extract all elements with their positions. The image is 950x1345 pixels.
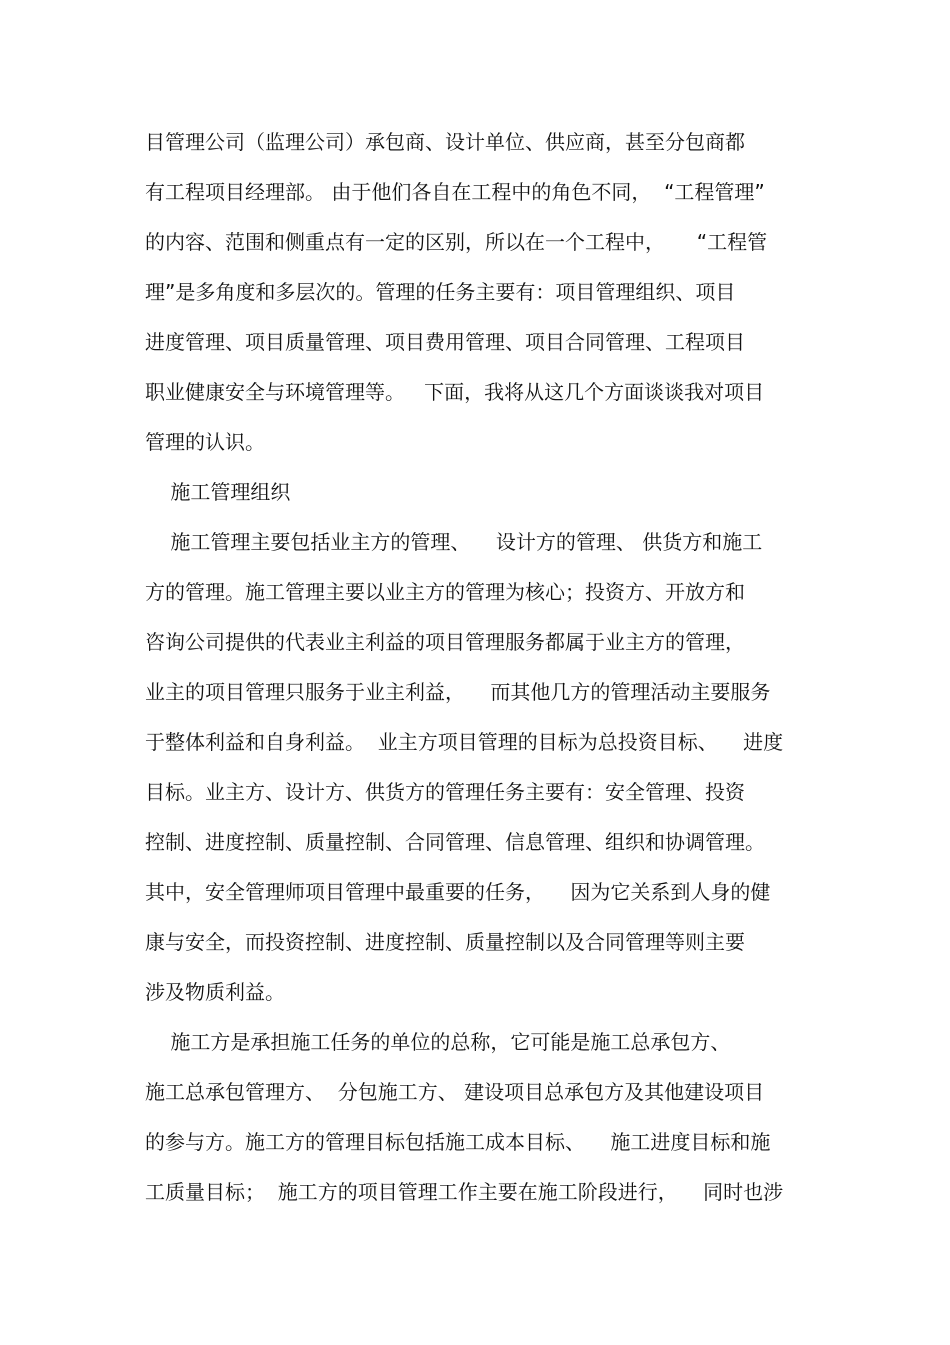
text-line: 于整体利益和自身利益。 业主方项目管理的目标为总投资目标、 进度 xyxy=(145,730,784,754)
text-line: 有工程项目经理部。 由于他们各自在工程中的角色不同， “工程管理” xyxy=(145,180,765,204)
text-line: 方的管理。施工管理主要以业主方的管理为核心；投资方、开放方和 xyxy=(145,580,745,604)
text-line: 咨询公司提供的代表业主利益的项目管理服务都属于业主方的管理， xyxy=(145,630,745,654)
document-body xyxy=(145,127,815,1227)
text-line: 工质量目标； 施工方的项目管理工作主要在施工阶段进行， 同时也涉 xyxy=(145,1180,784,1204)
text-line: 管理的认识。 xyxy=(145,430,265,454)
text-line: 涉及物质利益。 xyxy=(145,980,285,1004)
text-line: 康与安全，而投资控制、进度控制、质量控制以及合同管理等则主要 xyxy=(145,930,745,954)
text-line: 的内容、范围和侧重点有一定的区别，所以在一个工程中， “工程管 xyxy=(145,230,768,254)
text-line: 施工管理主要包括业主方的管理、 设计方的管理、 供货方和施工 xyxy=(145,530,763,554)
text-line: 施工总承包管理方、 分包施工方、 建设项目总承包方及其他建设项目 xyxy=(145,1080,765,1104)
text-line: 目管理公司（监理公司）承包商、设计单位、供应商，甚至分包商都 xyxy=(145,130,745,154)
text-line: 目标。业主方、设计方、供货方的管理任务主要有：安全管理、投资 xyxy=(145,780,745,804)
section-heading: 施工管理组织 xyxy=(145,480,291,504)
text-line: 控制、进度控制、质量控制、合同管理、信息管理、组织和协调管理。 xyxy=(145,830,765,854)
text-line: 进度管理、项目质量管理、项目费用管理、项目合同管理、工程项目 xyxy=(145,330,745,354)
text-line: 业主的项目管理只服务于业主利益， 而其他几方的管理活动主要服务 xyxy=(145,680,771,704)
text-line: 职业健康安全与环境管理等。 下面，我将从这几个方面谈谈我对项目 xyxy=(145,380,765,404)
text-line: 施工方是承担施工任务的单位的总称，它可能是施工总承包方、 xyxy=(145,1030,731,1054)
text-line: 的参与方。施工方的管理目标包括施工成本目标、 施工进度目标和施 xyxy=(145,1130,771,1154)
text-line: 其中，安全管理师项目管理中最重要的任务， 因为它关系到人身的健 xyxy=(145,880,771,904)
text-line: 理”是多角度和多层次的。管理的任务主要有：项目管理组织、项目 xyxy=(145,280,736,304)
